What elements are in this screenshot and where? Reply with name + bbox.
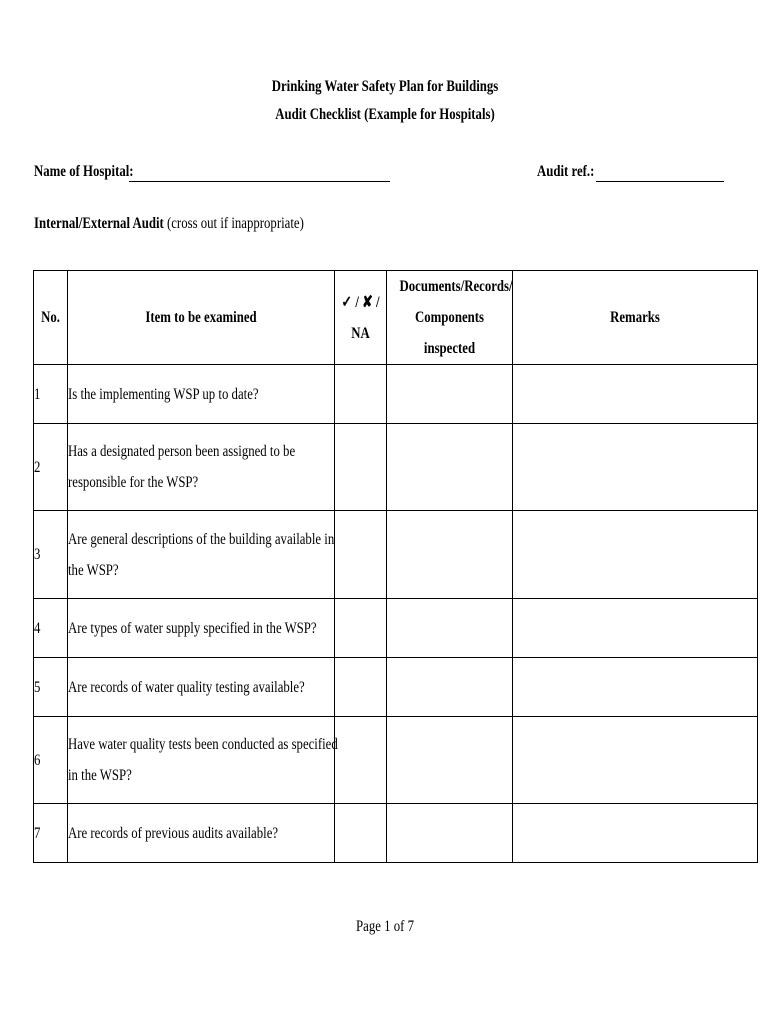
- table-row: [34, 804, 758, 863]
- row-documents-cell[interactable]: [387, 511, 513, 599]
- row-item: Are general descriptions of the building available in the WSP?: [68, 511, 335, 599]
- row-documents-cell[interactable]: [387, 365, 513, 424]
- row-item: Has a designated person been assigned to be responsible for the WSP?: [68, 424, 335, 511]
- audit-type-label: Internal/External Audit: [34, 215, 164, 232]
- header-documents-line1: Documents/Records/: [399, 278, 513, 295]
- row-item: Are records of water quality testing available?: [68, 658, 335, 717]
- row-documents-cell[interactable]: [387, 804, 513, 863]
- audit-ref-field[interactable]: [596, 181, 724, 182]
- hospital-name-label: Name of Hospital:: [34, 163, 134, 180]
- row-documents-cell[interactable]: [387, 717, 513, 804]
- header-no: No.: [34, 271, 68, 365]
- row-item: Have water quality tests been conducted as specified in the WSP?: [68, 717, 335, 804]
- row-number: 6: [34, 717, 68, 804]
- table-row: [34, 424, 758, 511]
- header-documents-line3: inspected: [423, 340, 476, 357]
- table-row: [34, 599, 758, 658]
- row-status-cell[interactable]: [335, 599, 387, 658]
- row-number: 5: [34, 658, 68, 717]
- row-item: Are records of previous audits available?: [68, 804, 335, 863]
- table-header-row: [34, 271, 758, 365]
- table-row: [34, 658, 758, 717]
- row-number: 2: [34, 424, 68, 511]
- table-row: [34, 511, 758, 599]
- header-documents-line2: Components: [415, 309, 484, 326]
- row-number: 7: [34, 804, 68, 863]
- row-status-cell[interactable]: [335, 511, 387, 599]
- row-number: 3: [34, 511, 68, 599]
- row-number: 1: [34, 365, 68, 424]
- row-status-cell[interactable]: [335, 365, 387, 424]
- row-remarks-cell[interactable]: [513, 511, 758, 599]
- audit-ref-label: Audit ref.:: [537, 163, 595, 180]
- document-title: Drinking Water Safety Plan for Buildings: [271, 78, 499, 95]
- header-status: [335, 271, 387, 365]
- row-remarks-cell[interactable]: [513, 658, 758, 717]
- row-status-cell[interactable]: [335, 658, 387, 717]
- row-item: Is the implementing WSP up to date?: [68, 365, 335, 424]
- audit-checklist-table: [33, 270, 758, 863]
- row-documents-cell[interactable]: [387, 424, 513, 511]
- row-number: 4: [34, 599, 68, 658]
- table-row: [34, 717, 758, 804]
- header-remarks: Remarks: [513, 271, 758, 365]
- header-documents: [387, 271, 513, 365]
- header-status-line1: ✓ / ✘ /: [341, 293, 380, 311]
- row-remarks-cell[interactable]: [513, 365, 758, 424]
- row-remarks-cell[interactable]: [513, 424, 758, 511]
- row-remarks-cell[interactable]: [513, 804, 758, 863]
- row-remarks-cell[interactable]: [513, 599, 758, 658]
- header-status-line2: NA: [351, 324, 370, 342]
- audit-type-line: [34, 215, 304, 233]
- audit-type-note: (cross out if inappropriate): [166, 215, 304, 232]
- hospital-name-field[interactable]: [129, 181, 390, 182]
- row-remarks-cell[interactable]: [513, 717, 758, 804]
- page-number: Page 1 of 7: [356, 918, 414, 935]
- row-status-cell[interactable]: [335, 804, 387, 863]
- row-status-cell[interactable]: [335, 424, 387, 511]
- row-item: Are types of water supply specified in the WSP?: [68, 599, 335, 658]
- row-documents-cell[interactable]: [387, 599, 513, 658]
- row-documents-cell[interactable]: [387, 658, 513, 717]
- row-status-cell[interactable]: [335, 717, 387, 804]
- header-item: Item to be examined: [68, 271, 335, 365]
- document-subtitle: Audit Checklist (Example for Hospitals): [275, 106, 495, 123]
- table-row: [34, 365, 758, 424]
